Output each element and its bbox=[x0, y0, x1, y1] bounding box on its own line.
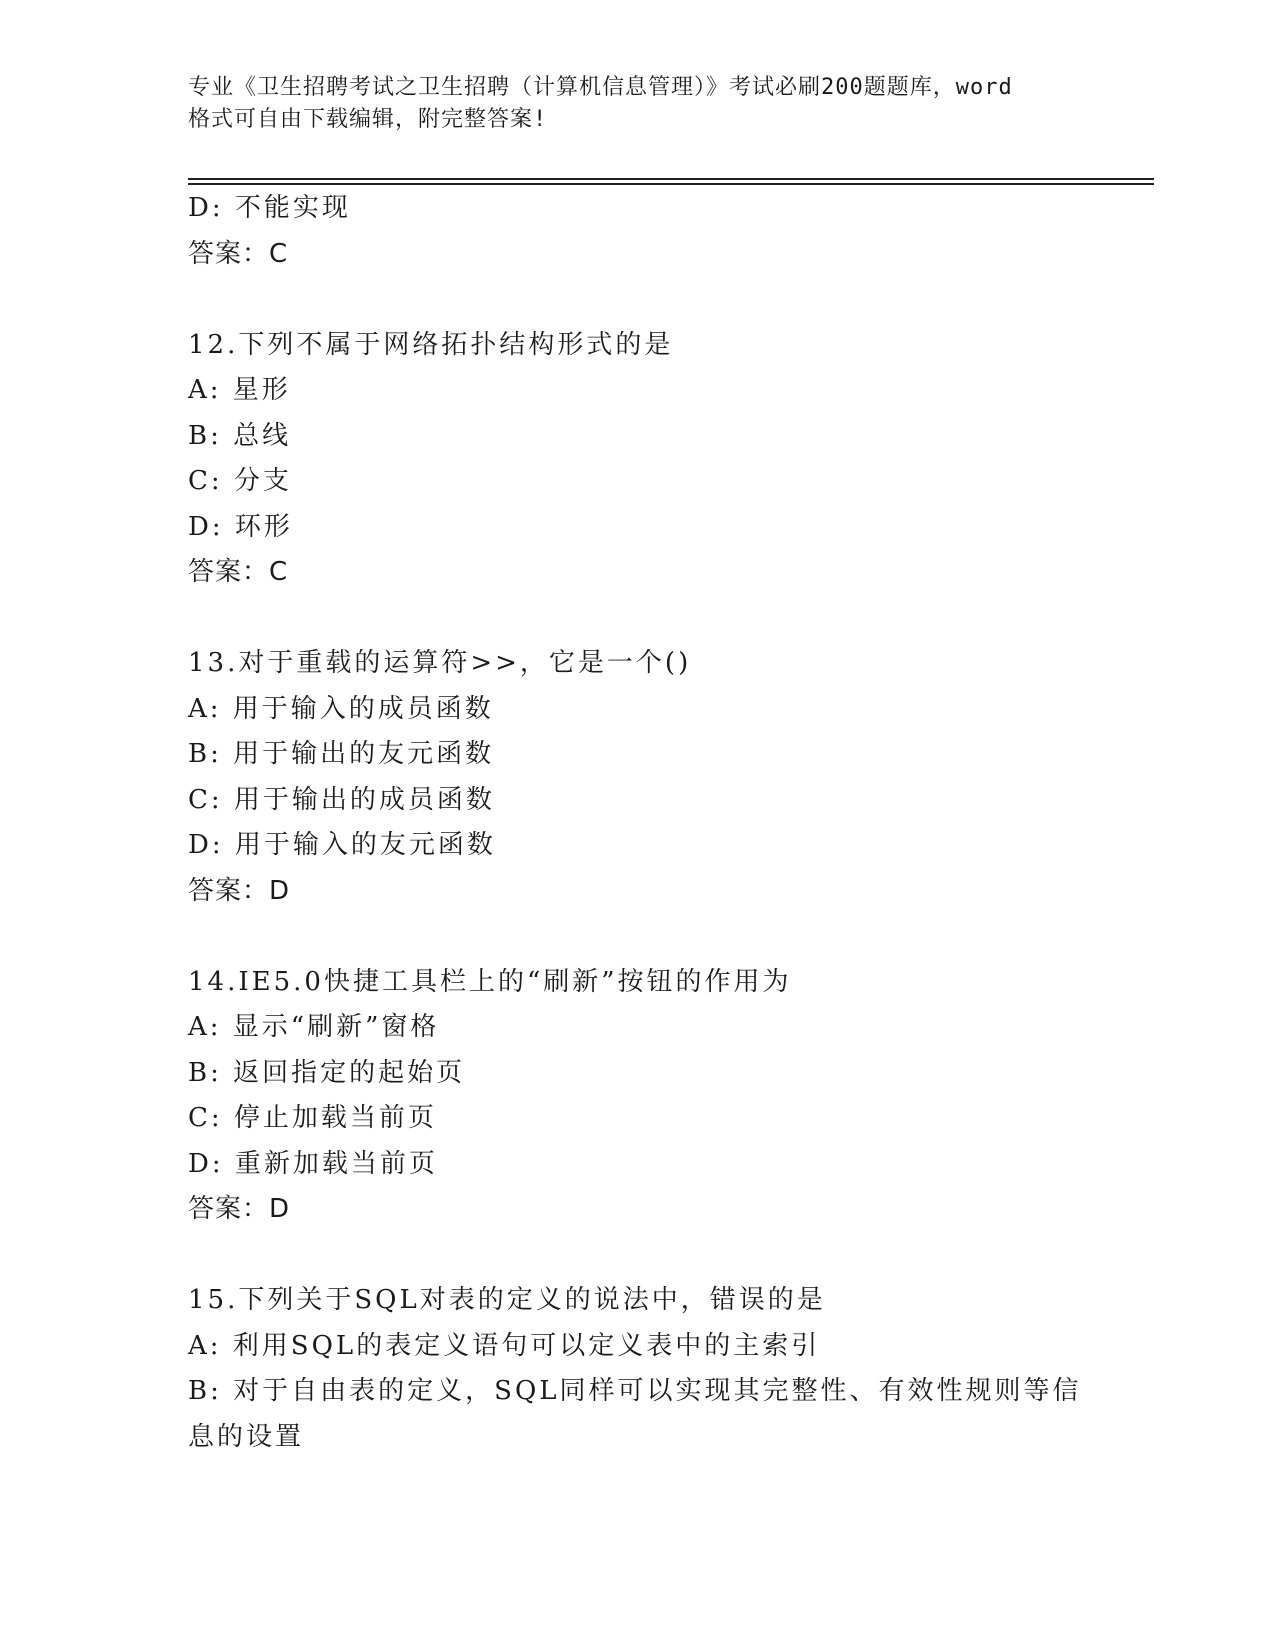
spacer bbox=[188, 596, 1088, 642]
option-a: A: 星形 bbox=[188, 375, 291, 405]
option-d: D: 重新加载当前页 bbox=[188, 1148, 438, 1179]
question-block-14 bbox=[188, 960, 1088, 1233]
page-header bbox=[188, 72, 1088, 136]
option-d: D: 用于输入的友元函数 bbox=[188, 830, 496, 860]
header-title-line-2: 格式可自由下载编辑，附完整答案! bbox=[188, 107, 548, 132]
question-block-12 bbox=[188, 323, 1088, 596]
spacer bbox=[188, 1233, 1088, 1279]
answer: 答案：D bbox=[188, 875, 291, 906]
option-c: C: 停止加载当前页 bbox=[188, 1103, 437, 1133]
question-title: 13.对于重载的运算符>>，它是一个() bbox=[188, 648, 692, 678]
answer: 答案：D bbox=[188, 1194, 291, 1224]
spacer bbox=[188, 914, 1088, 960]
option-b: B: 用于输出的友元函数 bbox=[188, 739, 495, 769]
prev-option-d: D: 不能实现 bbox=[188, 193, 351, 223]
header-title-line-1: 专业《卫生招聘考试之卫生招聘（计算机信息管理）》考试必刷200题题库，word bbox=[188, 75, 1013, 100]
header-divider-top bbox=[188, 178, 1154, 180]
question-title: 15.下列关于SQL对表的定义的说法中，错误的是 bbox=[188, 1285, 826, 1315]
option-b: B: 总线 bbox=[188, 420, 292, 451]
option-a: A: 利用SQL的表定义语句可以定义表中的主索引 bbox=[188, 1330, 821, 1361]
option-b: B: 返回指定的起始页 bbox=[188, 1057, 466, 1088]
option-d: D: 环形 bbox=[188, 511, 293, 542]
prev-answer: 答案：C bbox=[188, 238, 289, 269]
option-c: C: 用于输出的成员函数 bbox=[188, 784, 495, 815]
question-title: 14.IE5.0快捷工具栏上的“刷新”按钮的作用为 bbox=[188, 966, 792, 997]
spacer bbox=[188, 277, 1088, 323]
answer: 答案：C bbox=[188, 557, 289, 587]
question-block-13 bbox=[188, 641, 1088, 914]
option-c: C: 分支 bbox=[188, 466, 292, 496]
option-a: A: 用于输入的成员函数 bbox=[188, 693, 494, 724]
question-block-15 bbox=[188, 1278, 1088, 1460]
header-divider-bottom bbox=[188, 183, 1154, 185]
option-b: B: 对于自由表的定义，SQL同样可以实现其完整性、有效性规则等信息的设置 bbox=[188, 1376, 1082, 1452]
option-a: A: 显示“刷新”窗格 bbox=[188, 1012, 440, 1042]
question-list bbox=[188, 186, 1088, 1460]
question-title: 12.下列不属于网络拓扑结构形式的是 bbox=[188, 329, 674, 360]
